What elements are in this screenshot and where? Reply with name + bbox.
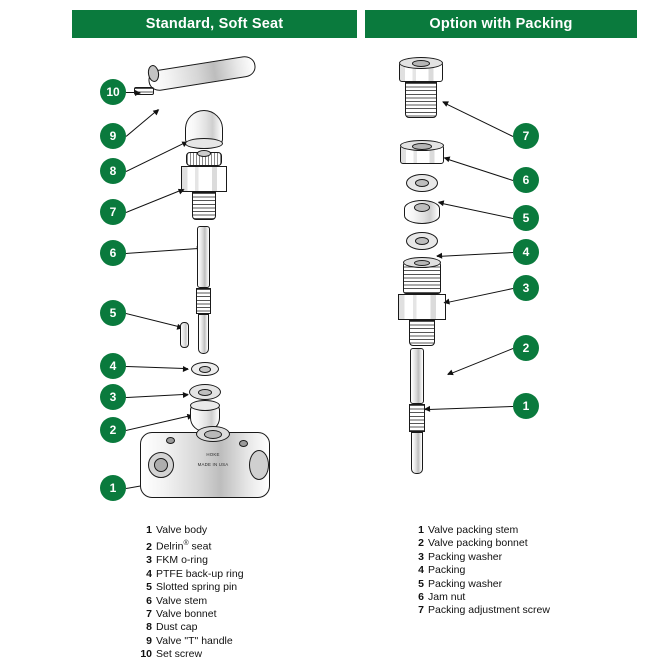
legend-number: 2 xyxy=(418,537,424,550)
legend-item xyxy=(140,554,244,567)
legend-item xyxy=(412,578,550,591)
valve-bonnet-bore xyxy=(197,150,211,157)
legend-item xyxy=(140,537,244,554)
legend-label: Packing washer xyxy=(428,550,503,563)
legend-number: 5 xyxy=(418,577,424,590)
valve-bonnet-thread xyxy=(192,192,216,220)
callout-right-6[interactable]: 6 xyxy=(513,167,539,193)
legend-number: 4 xyxy=(418,564,424,577)
fkm-o-ring-hole xyxy=(198,389,212,396)
legend-item xyxy=(140,608,244,621)
legend-label: Delrin xyxy=(156,540,184,553)
leader-right-5 xyxy=(439,202,514,219)
callout-right-4[interactable]: 4 xyxy=(513,239,539,265)
callout-left-3[interactable]: 3 xyxy=(100,384,126,410)
valve-body-top-port-bore xyxy=(204,430,222,439)
leader-right-3 xyxy=(444,288,513,304)
legend-label: Packing xyxy=(428,564,466,577)
legend-item xyxy=(412,524,550,537)
legend-label: FKM o-ring xyxy=(156,554,208,567)
legend-label: Slotted spring pin xyxy=(156,581,238,594)
legend-option-with-packing xyxy=(412,524,550,618)
legend-item xyxy=(140,621,244,634)
legend-label: Valve packing bonnet xyxy=(428,537,528,550)
packing-adjustment-screw-bore xyxy=(412,60,430,67)
leader-left-8 xyxy=(126,141,188,172)
packing-adjustment-screw-thread xyxy=(405,82,437,118)
packing-washer-lower-hole xyxy=(415,237,429,245)
leader-left-4 xyxy=(126,366,188,369)
callout-left-7[interactable]: 7 xyxy=(100,199,126,225)
valve-packing-stem-tip xyxy=(411,432,423,474)
legend-label: Valve "T" handle xyxy=(156,634,233,647)
header-standard-soft-seat: Standard, Soft Seat xyxy=(72,10,357,38)
callout-right-3[interactable]: 3 xyxy=(513,275,539,301)
valve-t-handle xyxy=(147,55,257,93)
jam-nut-bore xyxy=(412,143,432,150)
legend-number: 6 xyxy=(418,591,424,604)
legend-label: Dust cap xyxy=(156,621,198,634)
leader-right-1 xyxy=(425,406,513,410)
callout-right-1[interactable]: 1 xyxy=(513,393,539,419)
legend-number: 7 xyxy=(418,604,424,617)
valve-stem-shaft xyxy=(197,226,210,288)
leader-right-2 xyxy=(448,348,513,375)
callout-left-8[interactable]: 8 xyxy=(100,158,126,184)
leader-left-5 xyxy=(126,313,183,328)
registered-mark: ® xyxy=(183,540,189,548)
callout-left-2[interactable]: 2 xyxy=(100,417,126,443)
leader-right-7 xyxy=(443,102,514,137)
legend-number: 3 xyxy=(418,550,424,563)
legend-label: Jam nut xyxy=(428,591,466,604)
legend-label-tail: seat xyxy=(188,540,212,553)
valve-body-side-hole-a xyxy=(166,437,175,444)
leader-left-2 xyxy=(126,415,192,431)
legend-label: Packing adjustment screw xyxy=(428,604,550,617)
valve-packing-stem-thread xyxy=(409,404,425,432)
valve-body-left-port-bore xyxy=(154,458,168,472)
legend-label: PTFE back-up ring xyxy=(156,567,244,580)
callout-left-5[interactable]: 5 xyxy=(100,300,126,326)
valve-packing-bonnet-lower-thread xyxy=(409,320,435,346)
leader-left-9 xyxy=(126,109,159,137)
valve-body-right-port xyxy=(249,450,269,480)
valve-packing-bonnet-bore xyxy=(414,260,430,266)
leader-left-6 xyxy=(126,248,202,254)
legend-item xyxy=(412,591,550,604)
legend-label: Valve packing stem xyxy=(428,524,519,536)
callout-left-4[interactable]: 4 xyxy=(100,353,126,379)
slotted-spring-pin xyxy=(180,322,189,348)
legend-number: 7 xyxy=(146,607,152,620)
valve-stem-tip xyxy=(198,314,209,354)
legend-label: Valve stem xyxy=(156,594,208,607)
callout-right-7[interactable]: 7 xyxy=(513,123,539,149)
valve-body-mark-line2: MADE IN USA xyxy=(197,462,229,467)
legend-number: 2 xyxy=(146,540,152,553)
legend-standard-soft-seat xyxy=(140,524,244,662)
ptfe-backup-ring-hole xyxy=(199,366,211,373)
callout-left-9[interactable]: 9 xyxy=(100,123,126,149)
legend-item xyxy=(140,635,244,648)
legend-number: 6 xyxy=(146,594,152,607)
valve-packing-bonnet-hex xyxy=(398,294,446,320)
legend-number: 9 xyxy=(146,634,152,647)
legend-item xyxy=(412,537,550,550)
leader-left-7 xyxy=(126,189,184,213)
callout-left-1[interactable]: 1 xyxy=(100,475,126,501)
callout-left-6[interactable]: 6 xyxy=(100,240,126,266)
legend-label: Packing washer xyxy=(428,577,503,590)
valve-bonnet-hex xyxy=(181,166,227,192)
valve-stem-thread xyxy=(196,288,211,314)
legend-item xyxy=(140,595,244,608)
valve-body-mark-line1: HOKE xyxy=(206,452,220,457)
delrin-seat-top xyxy=(190,400,220,411)
legend-number: 10 xyxy=(140,648,152,661)
leader-right-4 xyxy=(437,252,513,257)
legend-number: 1 xyxy=(146,524,152,536)
callout-right-2[interactable]: 2 xyxy=(513,335,539,361)
legend-number: 1 xyxy=(418,524,424,536)
valve-packing-stem-shaft xyxy=(410,348,424,404)
legend-label: Valve bonnet xyxy=(156,607,217,620)
legend-item xyxy=(140,568,244,581)
legend-item xyxy=(412,604,550,617)
legend-item xyxy=(140,581,244,594)
legend-number: 5 xyxy=(146,581,152,594)
legend-item xyxy=(140,524,244,537)
packing-hole xyxy=(414,203,430,212)
legend-number: 4 xyxy=(146,567,152,580)
legend-item xyxy=(140,648,244,661)
legend-label: Valve body xyxy=(156,524,208,536)
callout-left-10[interactable]: 10 xyxy=(100,79,126,105)
leader-left-3 xyxy=(126,394,188,398)
packing-washer-upper-hole xyxy=(415,179,429,187)
legend-item xyxy=(412,564,550,577)
legend-number: 8 xyxy=(146,621,152,634)
callout-right-5[interactable]: 5 xyxy=(513,205,539,231)
set-screw xyxy=(134,87,154,95)
header-option-with-packing: Option with Packing xyxy=(365,10,637,38)
legend-item xyxy=(412,551,550,564)
leader-right-6 xyxy=(444,158,513,181)
dust-cap-base-ellipse xyxy=(185,138,223,149)
valve-body-side-hole-b xyxy=(239,440,248,447)
legend-label: Set screw xyxy=(156,648,203,661)
legend-number: 3 xyxy=(146,554,152,567)
